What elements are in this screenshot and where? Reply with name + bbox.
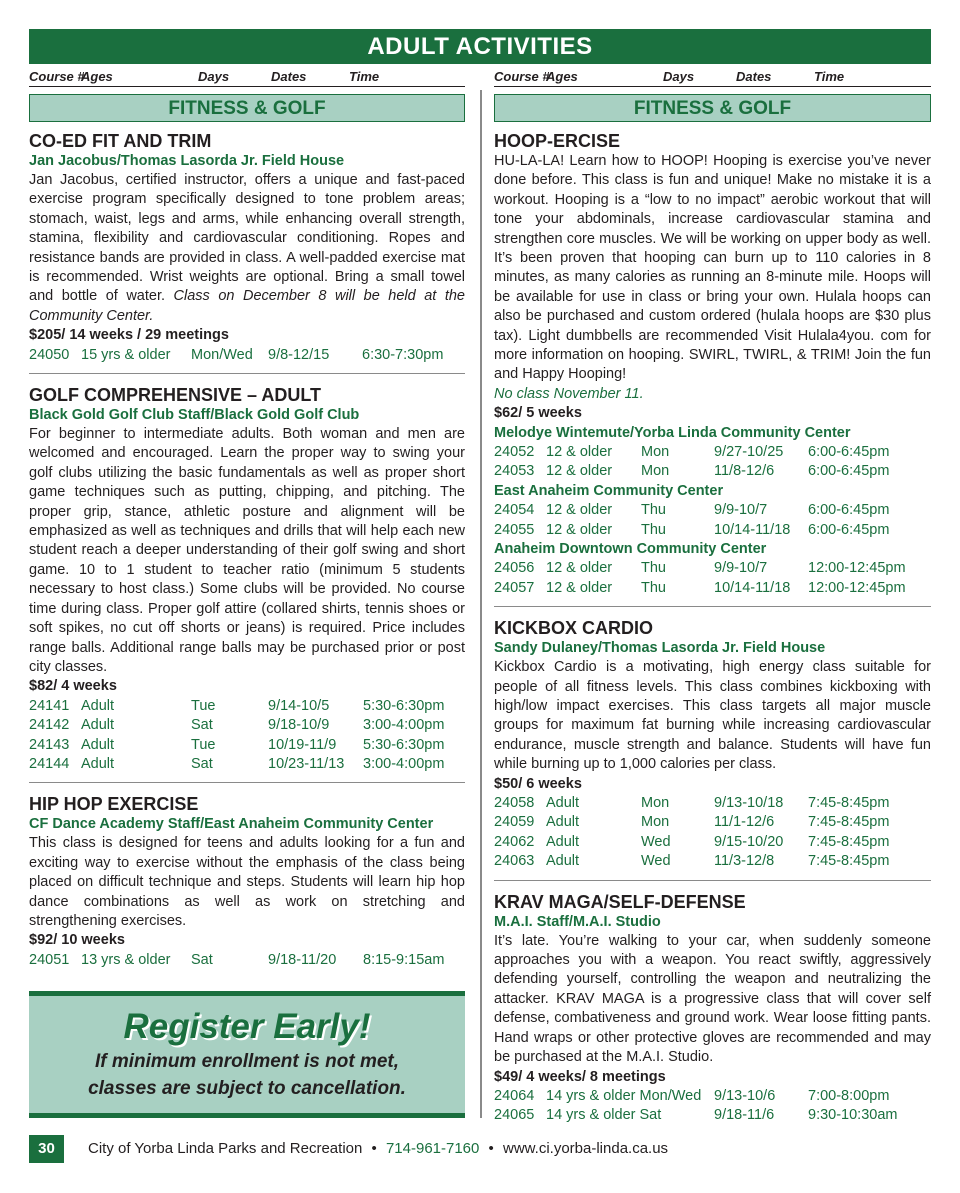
divider — [494, 880, 931, 881]
location-heading: East Anaheim Community Center — [494, 482, 724, 499]
header-ages: Ages — [546, 69, 578, 84]
dates: 9/9-10/7 — [714, 560, 768, 577]
ages: Adult — [81, 717, 115, 734]
dates: 9/13-10/6 — [714, 1087, 776, 1104]
dates: 9/14-10/5 — [268, 697, 330, 714]
course-number: 24144 — [29, 755, 70, 772]
footer-separator: • — [488, 1140, 494, 1157]
schedule-row — [29, 716, 465, 735]
class-title: HOOP-ERCISE — [494, 131, 621, 151]
column-divider — [480, 90, 482, 1118]
header-days: Days — [663, 69, 695, 84]
ages: Adult — [546, 814, 580, 831]
header-course: Course # — [494, 69, 550, 84]
class-title: KICKBOX CARDIO — [494, 618, 654, 639]
page-footer — [29, 1135, 931, 1163]
course-number: 24057 — [494, 579, 535, 596]
description-note: Class on December 8 will be held at the Community Center. — [29, 288, 465, 324]
ages: Adult — [546, 853, 580, 870]
ages: 12 & older — [546, 521, 613, 538]
section-heading: FITNESS & GOLF — [29, 94, 465, 122]
class-description: Kickbox Cardio is a motivating, high energy class suitable for people of all fitness levels. This class combines kickboxing with high/low impact exercises. This class targets all major muscle groups for maximum fat burning while increasing cardiovascular endurance, muscle strength and balance. Students will have fun while burning up to 1,000 calories per class. — [494, 659, 931, 773]
ages: 12 & older — [546, 502, 613, 519]
time: 7:45-8:45pm — [808, 853, 890, 870]
class-hoop-ercise — [494, 130, 931, 598]
course-number: 24065 — [494, 1107, 535, 1124]
schedule-row — [494, 559, 931, 578]
ages: 12 & older — [546, 579, 613, 596]
schedule-row — [494, 833, 931, 852]
class-description: It’s late. You’re walking to your car, when suddenly someone approaches you with a weapon. You react swiftly, aggressively defending yourself, controlling the weapon and neutralizing the attacker. KRAV MAGA is a progressive class that will cover self defense, combativeness and ground work. Wear loose fitting pants. Hand wraps or other protective gloves are recommended and may be purchased at the M.A.I. Studio. — [494, 932, 931, 1066]
class-instructor: Jan Jacobus/Thomas Lasorda Jr. Field House — [29, 153, 345, 169]
schedule-row — [29, 697, 465, 716]
ages: 12 & older — [546, 444, 613, 461]
schedule-row — [494, 794, 931, 813]
footer-url[interactable]: www.ci.yorba-linda.ca.us — [502, 1140, 669, 1157]
class-description: This class is designed for teens and adults looking for a fun and exciting way to exercise without the emphasis of the class being placed on difficult technique and steps. Students will learn hip hop dance combinations as well as work on stretching and strengthening exercises. — [29, 835, 465, 929]
class-title: GOLF COMPREHENSIVE – ADULT — [29, 385, 322, 406]
schedule-row — [29, 346, 465, 365]
course-number: 24063 — [494, 853, 535, 870]
header-time: Time — [814, 69, 845, 84]
dates: 9/27-10/25 — [714, 444, 784, 461]
section-heading: FITNESS & GOLF — [494, 94, 931, 122]
ages-days: 14 yrs & older Sat — [546, 1107, 662, 1124]
course-number: 24052 — [494, 444, 535, 461]
course-number: 24055 — [494, 521, 535, 538]
promo-headline: Register Early! — [123, 1007, 371, 1046]
time: 12:00-12:45pm — [808, 560, 906, 577]
days: Wed — [641, 833, 671, 850]
course-number: 24053 — [494, 463, 535, 480]
course-number: 24143 — [29, 736, 70, 753]
header-ages: Ages — [81, 69, 113, 84]
course-number: 24050 — [29, 346, 70, 363]
ages: 12 & older — [546, 560, 613, 577]
schedule-row — [494, 579, 931, 598]
column-header-right — [494, 68, 931, 87]
dates: 9/13-10/18 — [714, 795, 784, 812]
time: 7:45-8:45pm — [808, 795, 890, 812]
time: 6:30-7:30pm — [362, 346, 444, 363]
class-coed-fit — [29, 130, 465, 365]
class-kickbox — [494, 617, 931, 871]
days: Sat — [191, 717, 213, 734]
course-number: 24059 — [494, 814, 535, 831]
days: Tue — [191, 697, 216, 714]
header-course: Course # — [29, 69, 85, 84]
column-header-left — [29, 68, 465, 87]
course-number: 24142 — [29, 717, 70, 734]
right-column — [494, 94, 931, 1126]
class-title: HIP HOP EXERCISE — [29, 794, 199, 815]
course-number: 24064 — [494, 1087, 535, 1104]
schedule-row — [494, 1087, 931, 1106]
ages: Adult — [546, 833, 580, 850]
time: 3:00-4:00pm — [363, 755, 445, 772]
time: 6:00-6:45pm — [808, 521, 890, 538]
location-heading: Anaheim Downtown Community Center — [494, 541, 767, 558]
time: 8:15-9:15am — [363, 951, 445, 968]
schedule-row — [494, 813, 931, 832]
schedule-row — [494, 443, 931, 462]
class-price: $62/ 5 weeks — [494, 405, 582, 422]
course-number: 24054 — [494, 502, 535, 519]
register-early-promo — [29, 991, 465, 1118]
page-number: 30 — [29, 1135, 64, 1163]
left-column — [29, 94, 465, 970]
ages: Adult — [81, 736, 115, 753]
course-number: 24062 — [494, 833, 535, 850]
class-description: HU-LA-LA! Learn how to HOOP! Hooping is exercise you’ve never done before. This class is fun and unique! Make no mistake it is a workout. Hooping is a “low to no impact” aerobic workout that will tone your abdominals, increase cardiovascular stamina and strengthen core muscles. We will be working on upper body as well. It’s been proven that hooping can burn up to 110 calories in 8 minutes, as many calories as running an 8-minute mile. Hoops will be available for use in class or bring your own. Hulala hoops can also be purchased and custom ordered (hulala hoops are $30 plus tax). Light dumbbells are recommended Visit Hulala4you. com for more information on hooping. SWIRL, TWIRL, & TRIM! Join the fun and Happy Hooping! — [494, 153, 931, 383]
class-instructor: Black Gold Golf Club Staff/Black Gold Golf Club — [29, 407, 360, 424]
class-golf — [29, 384, 465, 774]
course-number: 24141 — [29, 697, 70, 714]
days: Mon — [641, 463, 670, 480]
time: 6:00-6:45pm — [808, 444, 890, 461]
days: Thu — [641, 579, 666, 596]
promo-line: classes are subject to cancellation. — [88, 1078, 406, 1099]
days: Thu — [641, 560, 666, 577]
header-dates: Dates — [736, 69, 772, 84]
header-time: Time — [349, 69, 380, 84]
days: Sat — [191, 951, 213, 968]
days: Mon/Wed — [191, 346, 253, 363]
class-title: CO-ED FIT AND TRIM — [29, 131, 212, 151]
divider — [29, 782, 465, 783]
class-price: $50/ 6 weeks — [494, 775, 582, 792]
footer-text — [88, 1135, 668, 1163]
dates: 9/8-12/15 — [268, 346, 330, 363]
ages: Adult — [546, 795, 580, 812]
ages: 15 yrs & older — [81, 346, 171, 363]
footer-org: City of Yorba Linda Parks and Recreation — [88, 1140, 363, 1157]
ages: Adult — [81, 755, 115, 772]
divider — [29, 373, 465, 374]
schedule-row — [494, 852, 931, 871]
class-instructor: Sandy Dulaney/Thomas Lasorda Jr. Field House — [494, 640, 826, 657]
dates: 9/9-10/7 — [714, 502, 768, 519]
time: 9:30-10:30am — [808, 1107, 898, 1124]
dates: 9/15-10/20 — [714, 833, 784, 850]
class-instructor: CF Dance Academy Staff/East Anaheim Community Center — [29, 816, 434, 833]
page-banner: ADULT ACTIVITIES — [29, 29, 931, 64]
time: 6:00-6:45pm — [808, 463, 890, 480]
schedule-row — [29, 736, 465, 755]
days: Tue — [191, 736, 216, 753]
header-days: Days — [198, 69, 230, 84]
days: Thu — [641, 521, 666, 538]
class-instructor: M.A.I. Staff/M.A.I. Studio — [494, 913, 661, 930]
days: Thu — [641, 502, 666, 519]
schedule-row — [494, 521, 931, 540]
dates: 9/18-10/9 — [268, 717, 330, 734]
schedule-row — [494, 462, 931, 481]
course-number: 24058 — [494, 795, 535, 812]
dates: 11/8-12/6 — [714, 463, 775, 480]
days: Mon — [641, 795, 670, 812]
description-text: Jan Jacobus, certified instructor, offers a unique and fast-paced exercise program specifically designed to tone problem areas; stomach, waist, legs and arms, while enhancing overall strength, stamina, flexibility and cardiovascular conditioning. Ropes and resistance bands are provided in class. A well-padded exercise mat is recommended. Wrist weights are optional. Bring a small towel and bottle of water. — [29, 172, 465, 305]
class-hip-hop — [29, 793, 465, 970]
class-description — [29, 171, 465, 326]
schedule-row — [494, 1106, 931, 1125]
class-price: $205/ 14 weeks / 29 meetings — [29, 327, 229, 344]
promo-line: If minimum enrollment is not met, — [94, 1051, 400, 1072]
header-dates: Dates — [271, 69, 307, 84]
class-description: For beginner to intermediate adults. Both woman and men are welcomed and encouraged. Learn the proper way to swing your golf clubs utilizing the basic fundamentals as well as proper short game techniques such as putting, chipping, and pitching. The proper grip, stance, athletic posture and alignment will be emphasized as well as techniques and drills that will help each new student reach a deeper understanding of their golf swing and short game. 10 to 1 student to teacher ratio (minimum 5 students necessary to host class.) Some clubs will be provided. No course time during class. Proper golf attire (collared shirts, tennis shoes or soft spikes, no cut off shorts or jeans) is required. Price includes range balls. Additional range balls may be purchased prior or post city classes. — [29, 426, 465, 675]
ages: 13 yrs & older — [81, 951, 171, 968]
time: 12:00-12:45pm — [808, 579, 906, 596]
days: Mon — [641, 444, 670, 461]
time: 5:30-6:30pm — [363, 697, 445, 714]
dates: 11/1-12/6 — [714, 814, 775, 831]
time: 7:45-8:45pm — [808, 814, 890, 831]
days: Mon — [641, 814, 670, 831]
time: 3:00-4:00pm — [363, 717, 445, 734]
time: 5:30-6:30pm — [363, 736, 445, 753]
time: 7:45-8:45pm — [808, 833, 890, 850]
dates: 10/14-11/18 — [714, 579, 791, 596]
schedule-row — [29, 951, 465, 970]
schedule-row — [494, 501, 931, 520]
dates: 9/18-11/20 — [268, 951, 337, 968]
time: 6:00-6:45pm — [808, 502, 890, 519]
dates: 9/18-11/6 — [714, 1107, 775, 1124]
schedule-row — [29, 755, 465, 774]
footer-phone: 714-961-7160 — [385, 1140, 480, 1157]
class-krav-maga — [494, 891, 931, 1126]
ages: Adult — [81, 697, 115, 714]
days: Wed — [641, 853, 671, 870]
days: Sat — [191, 755, 213, 772]
dates: 10/14-11/18 — [714, 521, 791, 538]
divider — [494, 606, 931, 607]
class-price: $49/ 4 weeks/ 8 meetings — [494, 1068, 666, 1085]
class-note: No class November 11. — [494, 385, 644, 402]
class-price: $82/ 4 weeks — [29, 678, 117, 695]
course-number: 24056 — [494, 560, 535, 577]
class-price: $92/ 10 weeks — [29, 932, 125, 949]
footer-separator: • — [371, 1140, 377, 1157]
location-heading: Melodye Wintemute/Yorba Linda Community Center — [494, 424, 851, 441]
class-title: KRAV MAGA/SELF-DEFENSE — [494, 891, 746, 912]
dates: 10/19-11/9 — [268, 736, 337, 753]
time: 7:00-8:00pm — [808, 1087, 890, 1104]
dates: 10/23-11/13 — [268, 755, 345, 772]
course-number: 24051 — [29, 951, 70, 968]
dates: 11/3-12/8 — [714, 853, 775, 870]
ages: 12 & older — [546, 463, 613, 480]
ages-days: 14 yrs & older Mon/Wed — [546, 1087, 702, 1104]
